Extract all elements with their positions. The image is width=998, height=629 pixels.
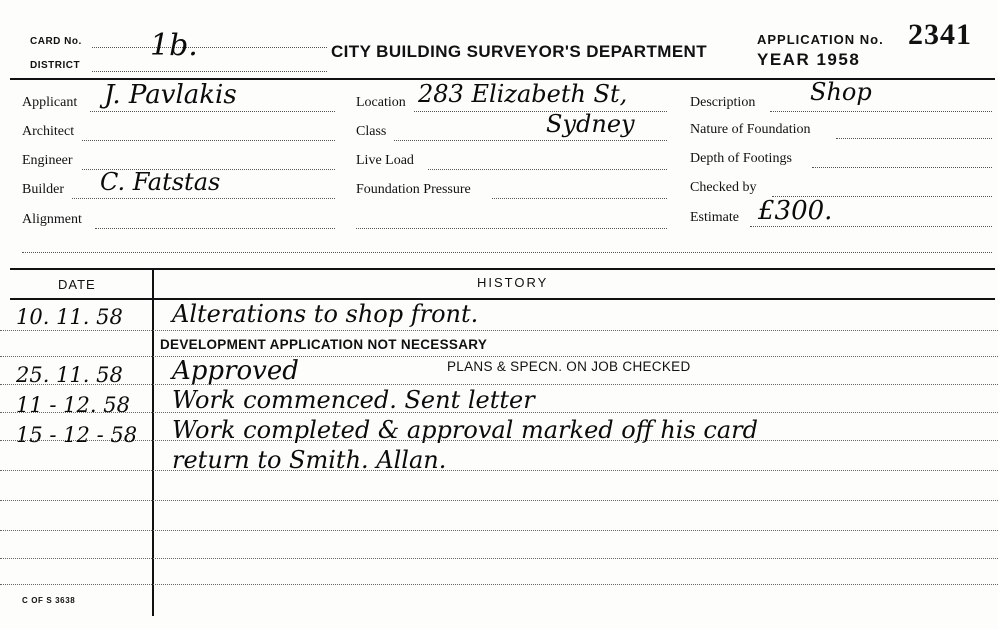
history-row-line [0,500,998,501]
description-dotted-line [770,111,992,112]
history-entry-text: return to Smith. Allan. [172,446,447,474]
builder-dotted-line [72,198,335,199]
history-entry-date: 15 - 12 - 58 [16,423,138,447]
history-row-line [0,384,998,385]
history-entry-typed-text: DEVELOPMENT APPLICATION NOT NECESSARY [160,337,488,352]
builder-label: Builder [22,182,64,197]
nature-of-foundation-dotted-line [836,138,992,139]
estimate-dotted-line [750,226,992,227]
history-entry-text: Work completed & approval marked off his card [172,416,759,444]
foundation-pressure-dotted-line [492,198,667,199]
history-row-line [0,530,998,531]
alignment-dotted-line [95,228,335,229]
field-block-bottom-dotted-line [22,252,992,253]
depth-of-footings-dotted-line [812,167,992,168]
history-entry-date: 25. 11. 58 [16,363,123,387]
description-value: Shop [810,78,872,106]
applicant-dotted-line [90,111,335,112]
history-row-line [0,584,998,585]
live-load-label: Live Load [356,153,414,168]
history-entry-date: 10. 11. 58 [16,305,123,329]
year-label: YEAR 1958 [757,50,861,69]
history-entry-text: Work commenced. Sent letter [172,386,535,414]
history-entry-date: 11 - 12. 58 [16,393,130,417]
engineer-label: Engineer [22,153,73,168]
checked-by-label: Checked by [690,180,757,195]
card-no-label: CARD No. [30,36,82,47]
history-row-line [0,356,998,357]
department-title: CITY BUILDING SURVEYOR'S DEPARTMENT [331,42,708,61]
history-column-header: HISTORY [477,275,549,290]
history-row-line [0,330,998,331]
history-top-rule [10,268,995,270]
architect-label: Architect [22,124,75,139]
history-header-rule [10,298,995,300]
location-label: Location [356,95,406,110]
class-label: Class [356,124,387,139]
foundation-pressure-label: Foundation Pressure [356,182,471,197]
form-code: C OF S 3638 [22,596,76,605]
application-no-value: 2341 [908,18,972,51]
builder-value: C. Fatstas [100,168,221,196]
applicant-value: J. Pavlakis [104,80,237,110]
alignment-label: Alignment [22,212,82,227]
description-label: Description [690,95,756,110]
architect-dotted-line [82,140,335,141]
location-value: 283 Elizabeth St, [418,80,628,108]
plans-checked-stamp: PLANS & SPECN. ON JOB CHECKED [447,359,691,374]
applicant-label: Applicant [22,95,78,110]
date-column-divider [152,268,154,616]
history-entry-text: Alterations to shop front. [172,300,479,328]
district-dotted-line [92,71,327,72]
history-row-line [0,558,998,559]
card-no-dotted-line [92,47,327,48]
nature-of-foundation-label: Nature of Foundation [690,122,811,137]
date-column-header: DATE [58,277,96,292]
district-label: DISTRICT [30,60,81,71]
class-dotted-line [394,140,667,141]
live-load-dotted-line [428,169,667,170]
column2-blank-dotted-line [356,228,667,229]
estimate-value: £300. [758,196,833,226]
history-row-line [0,470,998,471]
estimate-label: Estimate [690,210,739,225]
history-entry-text: Approved [172,356,299,386]
class-value: Sydney [546,110,635,138]
depth-of-footings-label: Depth of Footings [690,151,792,166]
application-no-label: APPLICATION No. [757,32,884,47]
card-no-value: 1b. [150,28,198,63]
